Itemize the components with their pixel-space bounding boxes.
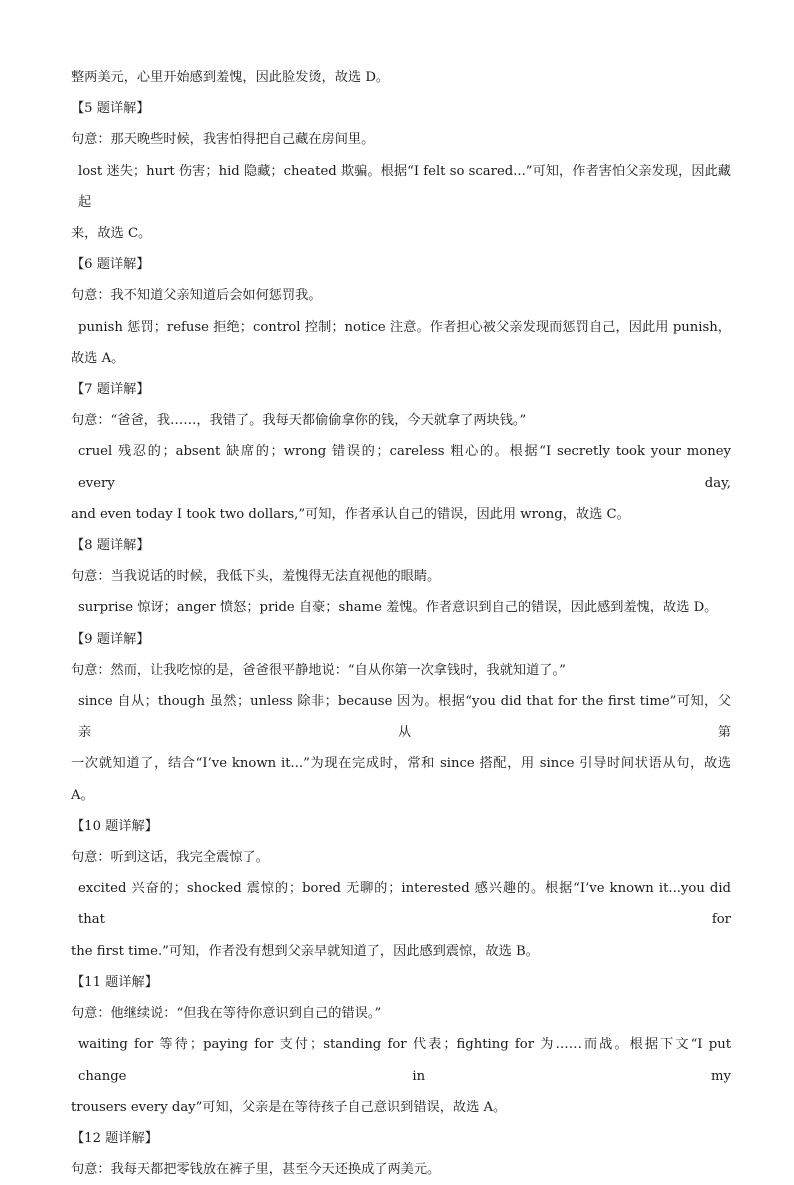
sentence-meaning-line: 句意：我不知道父亲知道后会如何惩罚我。 xyxy=(71,288,322,304)
sentence-meaning-line: 句意：那天晚些时候，我害怕得把自己藏在房间里。 xyxy=(71,132,375,148)
question-8-heading: 【8 题详解】 xyxy=(71,538,150,554)
sentence-meaning-line: 句意：我每天都把零钱放在裤子里，甚至今天还换成了两美元。 xyxy=(71,1162,441,1178)
question-12-heading: 【12 题详解】 xyxy=(71,1130,158,1146)
answer-conclusion-line: 故选 A。 xyxy=(71,350,125,366)
sentence-meaning-line: 句意：“爸爸，我……，我错了。我每天都偷偷拿你的钱，今天就拿了两块钱。” xyxy=(71,413,527,429)
document-page xyxy=(71,62,731,1185)
option-analysis-line: punish 惩罚；refuse 拒绝；control 控制；notice 注意。作者担心被父亲发现而惩罚自己，因此用 punish， xyxy=(78,319,731,335)
question-10-heading: 【10 题详解】 xyxy=(71,818,158,834)
option-analysis-line: excited 兴奋的；shocked 震惊的；bored 无聊的；interested 感兴趣的。根据“I’ve known it...you did that for xyxy=(78,881,731,928)
answer-conclusion-line: the first time.”可知，作者没有想到父亲早就知道了，因此感到震惊，故选 B。 xyxy=(71,943,539,959)
answer-conclusion-line: and even today I took two dollars,”可知，作者承认自己的错误，因此用 wrong，故选 C。 xyxy=(71,506,630,522)
question-9-heading: 【9 题详解】 xyxy=(71,631,150,647)
answer-conclusion-line: A。 xyxy=(71,787,94,803)
option-analysis-line: waiting for 等待；paying for 支付；standing for 代表；fighting for 为……而战。根据下文“I put change in my xyxy=(78,1037,731,1084)
sentence-meaning-line: 句意：听到这话，我完全震惊了。 xyxy=(71,850,269,866)
answer-conclusion-line: trousers every day”可知，父亲是在等待孩子自己意识到错误，故选 A。 xyxy=(71,1099,507,1115)
question-6-heading: 【6 题详解】 xyxy=(71,257,150,273)
sentence-meaning-line: 句意：然而，让我吃惊的是，爸爸很平静地说：“自从你第一次拿钱时，我就知道了。” xyxy=(71,662,566,678)
option-analysis-line: cruel 残忍的；absent 缺席的；wrong 错误的；careless 粗心的。根据“I secretly took your money every day, xyxy=(78,444,731,491)
option-analysis-line: surprise 惊讶；anger 愤怒；pride 自豪；shame 羞愧。作者意识到自己的错误，因此感到羞愧，故选 D。 xyxy=(78,600,718,616)
option-analysis-line: lost 迷失；hurt 伤害；hid 隐藏；cheated 欺骗。根据“I felt so scared...”可知，作者害怕父亲发现，因此藏起 xyxy=(78,163,731,210)
option-analysis-line: since 自从；though 虽然；unless 除非；because 因为。根据“you did that for the first time”可知，父亲从第 xyxy=(78,694,731,741)
question-7-heading: 【7 题详解】 xyxy=(71,382,150,398)
answer-conclusion-line: 来，故选 C。 xyxy=(71,226,152,242)
option-analysis-continuation-line: 一次就知道了，结合“I’ve known it...”为现在完成时，常和 since 搭配，用 since 引导时间状语从句，故选 xyxy=(71,756,731,772)
sentence-meaning-line: 句意：他继续说：“但我在等待你意识到自己的错误。” xyxy=(71,1006,382,1022)
sentence-meaning-line: 句意：当我说话的时候，我低下头，羞愧得无法直视他的眼睛。 xyxy=(71,569,441,585)
answer-explanation-line: 整两美元，心里开始感到羞愧，因此脸发烫，故选 D。 xyxy=(71,70,390,85)
question-11-heading: 【11 题详解】 xyxy=(71,974,158,990)
question-5-heading: 【5 题详解】 xyxy=(71,101,150,117)
